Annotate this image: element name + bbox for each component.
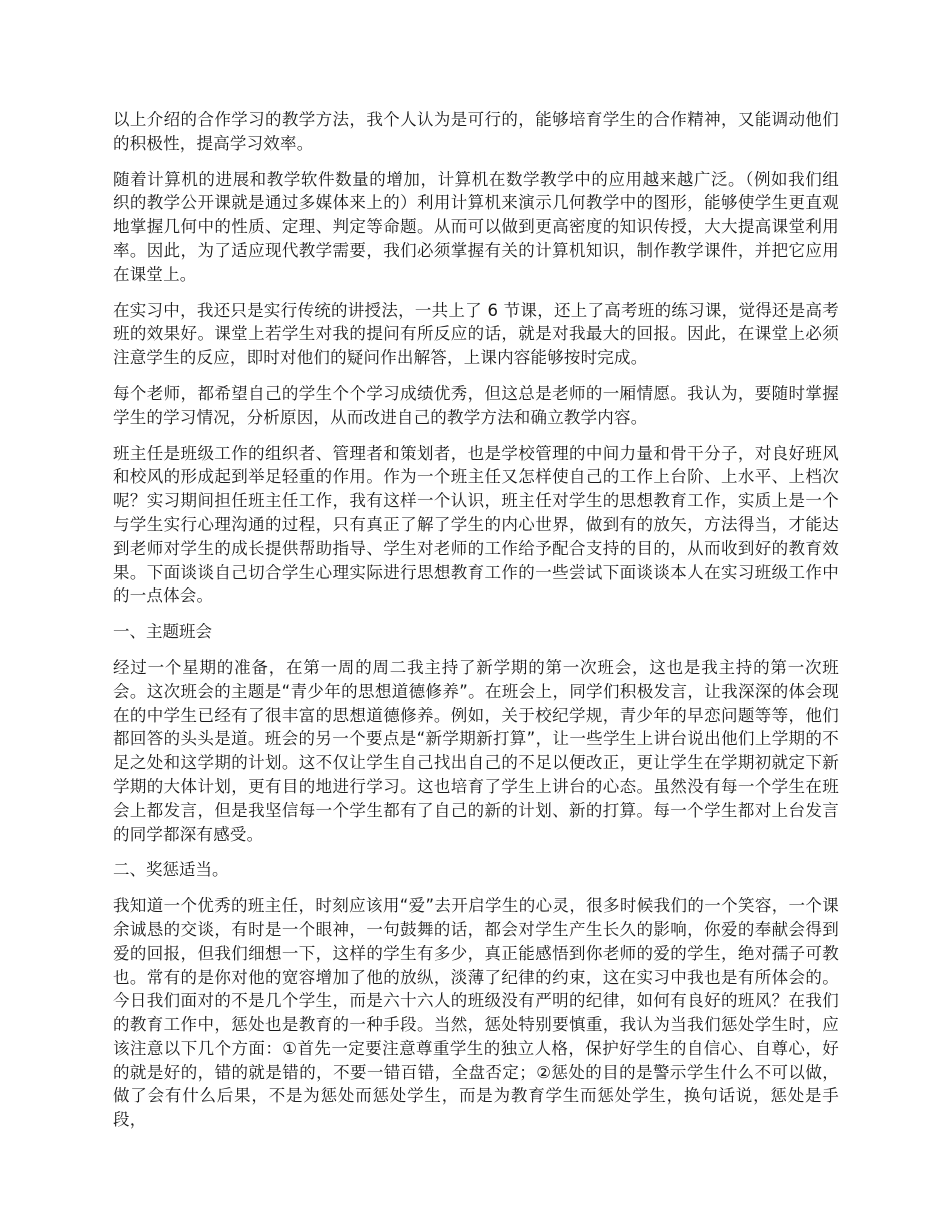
paragraph-cooperative-learning: 以上介绍的合作学习的教学方法，我个人认为是可行的，能够培育学生的合作精神，又能调动他们的积极性，提高学习效率。: [113, 110, 839, 153]
paragraph-computer-teaching: 随着计算机的进展和教学软件数量的增加，计算机在数学教学中的应用越来越广泛。（例如我们组织的教学公开课就是通过多媒体来上的）利用计算机来演示几何教学中的图形，能够使学生更直观地掌握几何中的性质、定理、判定等命题。从而可以做到更高密度的知识传授，大大提高课堂利用率。因此，为了适应现代教学需要，我们必须掌握有关的计算机知识，制作教学课件，并把它应用在课堂上。: [113, 169, 839, 284]
section-heading-rewards-punishment: 二、奖惩适当。: [113, 860, 229, 880]
paragraph-class-teacher-role: 班主任是班级工作的组织者、管理者和策划者，也是学校管理的中间力量和骨干分子，对良好班风和校风的形成起到举足轻重的作用。作为一个班主任又怎样使自己的工作上台阶、上水平、上档次呢？实习期间担任班主任工作，我有这样一个认识，班主任对学生的思想教育工作，实质上是一个与学生实行心理沟通的过程，只有真正了解了学生的内心世界，做到有的放矢，方法得当，才能达到老师对学生的成长提供帮助指导、学生对老师的工作给予配合支持的目的，从而收到好的教育效果。下面谈谈自己切合学生心理实际进行思想教育工作的一些尝试下面谈谈本人在实习班级工作中的一点体会。: [113, 443, 839, 606]
document-page: [113, 108, 839, 1144]
paragraph-theme-meeting: 经过一个星期的准备，在第一周的周二我主持了新学期的第一次班会，这也是我主持的第一次班会。这次班会的主题是“青少年的思想道德修养”。在班会上，同学们积极发言，让我深深的体会现在的中学生已经有了很丰富的思想道德修养。例如，关于校纪学规，青少年的早恋问题等等，他们都回答的头头是道。班会的另一个要点是“新学期新打算”，让一些学生上讲台说出他们上学期的不足之处和这学期的计划。这不仅让学生自己找出自己的不足以便改正，更让学生在学期初就定下新学期的大体计划，更有目的地进行学习。这也培育了学生上讲台的心态。虽然没有每一个学生在班会上都发言，但是我坚信每一个学生都有了自己的新的计划、新的打算。每一个学生都对上台发言的同学都深有感受。: [113, 657, 839, 844]
paragraph-teacher-wish: 每个老师，都希望自己的学生个个学习成绩优秀，但这总是老师的一厢情愿。我认为，要随时掌握学生的学习情况，分析原因，从而改进自己的教学方法和确立教学内容。: [113, 383, 839, 427]
paragraph-internship-lessons: 在实习中，我还只是实行传统的讲授法，一共上了 6 节课，还上了高考班的练习课，觉得还是高考班的效果好。课堂上若学生对我的提问有所反应的话，就是对我最大的回报。因此，在课堂上必须注意学生的反应，即时对他们的疑问作出解答，上课内容能够按时完成。: [113, 300, 839, 368]
section-heading-theme-meeting: 一、主题班会: [113, 622, 212, 642]
paragraph-rewards-punishment: 我知道一个优秀的班主任，时刻应该用“爱”去开启学生的心灵，很多时候我们的一个笑容，一个课余诚恳的交谈，有时是一个眼神，一句鼓舞的话，都会对学生产生长久的影响，你爱的奉献会得到爱的回报，但我们细想一下，这样的学生有多少，真正能感悟到你老师的爱的学生，绝对孺子可教也。常有的是你对他的宽容增加了他的放纵，淡薄了纪律的约束，这在实习中我也是有所体会的。今日我们面对的不是几个学生，而是六十六人的班级没有严明的纪律，如何有良好的班风？在我们的教育工作中，惩处也是教育的一种手段。当然，惩处特别要慎重，我认为当我们惩处学生时，应该注意以下几个方面：①首先一定要注意尊重学生的独立人格，保护好学生的自信心、自尊心，好的就是好的，错的就是错的，不要一错百错，全盘否定；②惩处的目的是警示学生什么不可以做，做了会有什么后果，不是为惩处而惩处学生，而是为教育学生而惩处学生，换句话说，惩处是手段，: [113, 896, 839, 1130]
